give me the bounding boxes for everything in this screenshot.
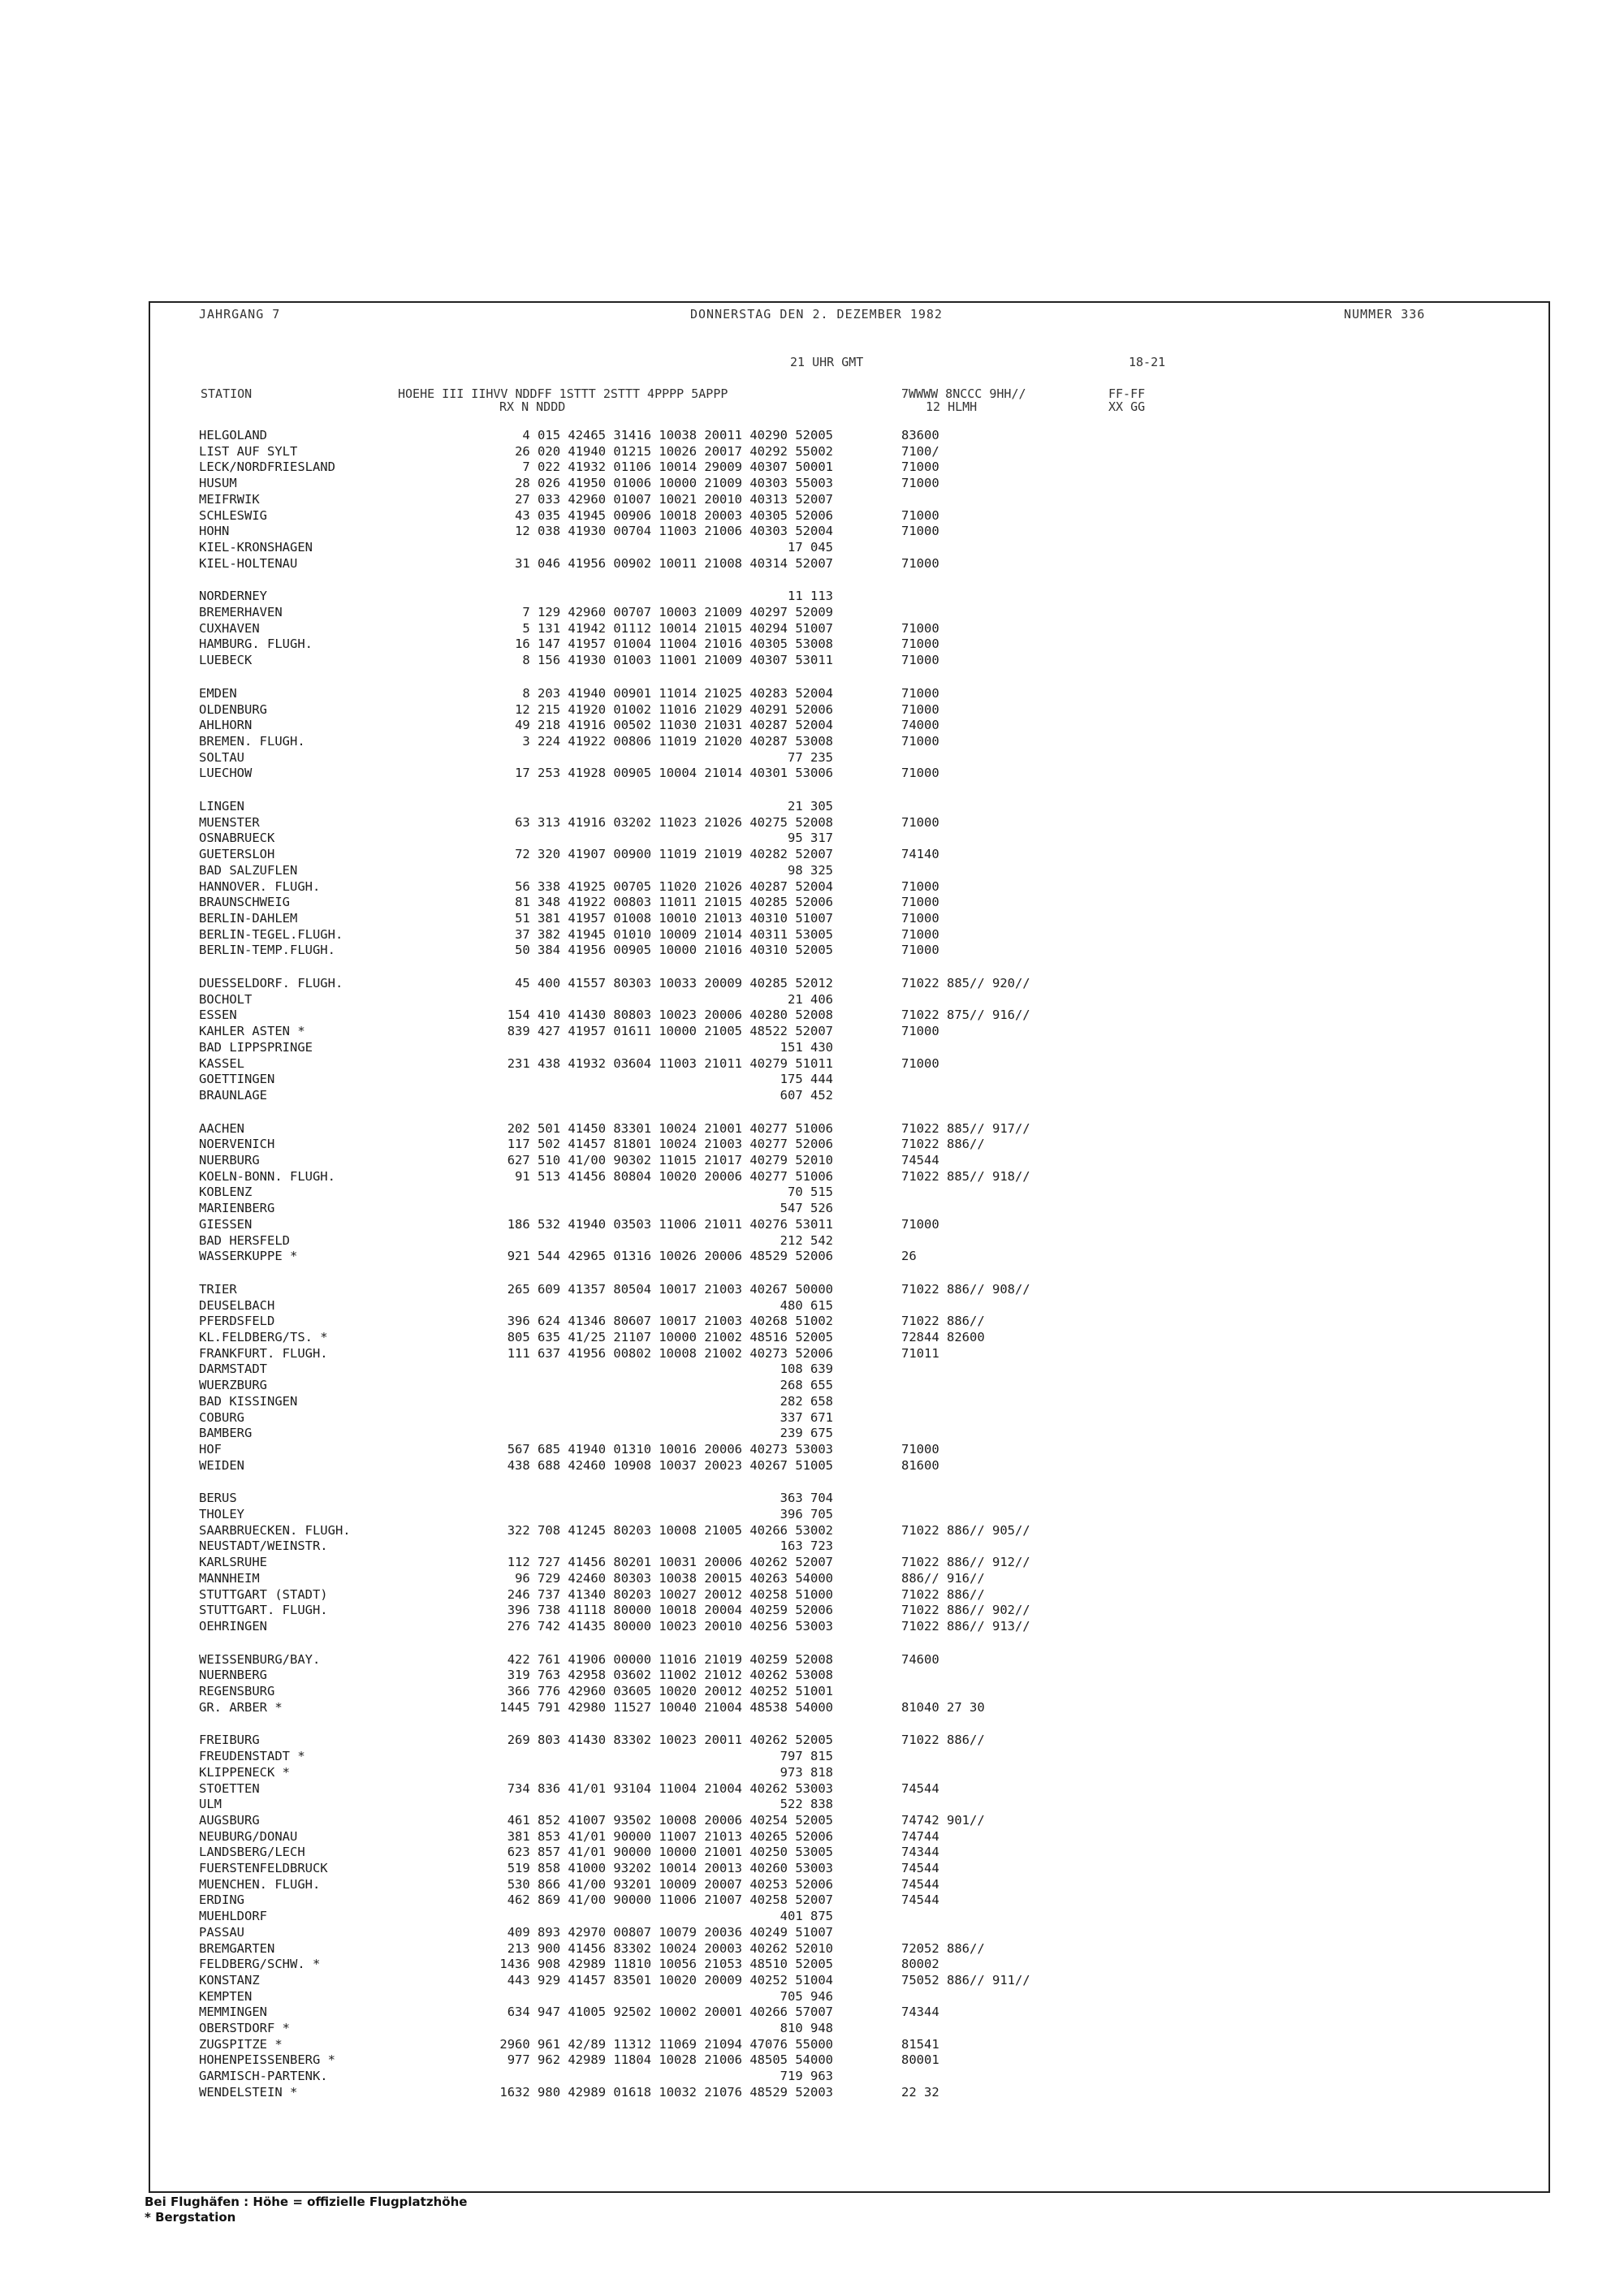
station-name: STOETTEN xyxy=(199,1780,260,1796)
station-name: KIEL-HOLTENAU xyxy=(199,555,298,571)
station-codes: 265 609 41357 80504 10017 21003 40267 50000 xyxy=(507,1281,833,1297)
station-codes: 363 704 xyxy=(780,1491,833,1506)
station-name: KLIPPENECK * xyxy=(199,1764,290,1780)
station-name: MUEHLDORF xyxy=(199,1909,267,1924)
station-name: NORDERNEY xyxy=(199,589,267,604)
station-extra: 71000 xyxy=(901,910,939,926)
station-name: THOLEY xyxy=(199,1507,244,1521)
station-codes: 186 532 41940 03503 11006 21011 40276 53011 xyxy=(507,1216,833,1232)
station-name: KOELN-BONN. FLUGH. xyxy=(199,1168,335,1184)
station-codes: 607 452 xyxy=(780,1087,833,1103)
station-name: KOBLENZ xyxy=(199,1185,253,1200)
station-extra: 71000 xyxy=(901,653,939,668)
station-name: DARMSTADT xyxy=(199,1362,267,1377)
station-codes: 98 325 xyxy=(788,862,833,878)
station-codes: 438 688 42460 10908 10037 20023 40267 51005 xyxy=(507,1457,833,1473)
station-name: ESSEN xyxy=(199,1008,237,1023)
station-name: WENDELSTEIN * xyxy=(199,2084,298,2100)
station-name: PASSAU xyxy=(199,1924,244,1940)
station-extra: 71022 886// xyxy=(901,1586,985,1602)
station-codes: 409 893 42970 00807 10079 20036 40249 51007 xyxy=(507,1924,833,1940)
station-name: SCHLESWIG xyxy=(199,507,267,523)
station-name: NUERNBERG xyxy=(199,1668,267,1683)
station-extra: 71000 xyxy=(901,766,939,781)
station-codes: 634 947 41005 92502 10002 20001 40266 57007 xyxy=(507,2005,833,2020)
station-codes: 805 635 41/25 21107 10000 21002 48516 52005 xyxy=(507,1330,833,1344)
station-extra: 74744 xyxy=(901,1828,939,1844)
station-extra: 71022 886// xyxy=(901,1314,985,1329)
station-extra: 80001 xyxy=(901,2052,939,2068)
station-codes: 51 381 41957 01008 10010 21013 40310 51007 xyxy=(515,910,833,926)
station-name: WEIDEN xyxy=(199,1457,244,1473)
station-codes: 175 444 xyxy=(780,1072,833,1087)
station-extra: 81600 xyxy=(901,1457,939,1473)
col-groups: 7WWWW 8NCCC 9HH// xyxy=(901,386,1026,401)
station-name: BAD SALZUFLEN xyxy=(199,862,298,878)
station-name: KONSTANZ xyxy=(199,1972,260,1987)
station-name: WUERZBURG xyxy=(199,1378,267,1393)
station-name: BAD HERSFELD xyxy=(199,1232,290,1248)
station-extra: 71022 886// 913// xyxy=(901,1618,1030,1634)
station-name: FREIBURG xyxy=(199,1733,260,1748)
station-name: ERDING xyxy=(199,1892,244,1908)
station-name: OBERSTDORF * xyxy=(199,2021,290,2035)
station-name: BREMERHAVEN xyxy=(199,605,283,619)
station-codes: 11 113 xyxy=(788,589,833,604)
station-name: BERUS xyxy=(199,1491,237,1506)
footnotes xyxy=(145,2195,467,2225)
station-codes: 117 502 41457 81801 10024 21003 40277 52006 xyxy=(507,1137,833,1152)
station-codes: 239 675 xyxy=(780,1426,833,1441)
col-groups-sub: 12 HLMH xyxy=(926,399,978,414)
station-name: OSNABRUECK xyxy=(199,831,275,846)
station-extra: 74544 xyxy=(901,1892,939,1908)
station-extra: 81541 xyxy=(901,2036,939,2052)
station-codes: 839 427 41957 01611 10000 21005 48522 52007 xyxy=(507,1024,833,1039)
station-name: COBURG xyxy=(199,1409,244,1425)
station-name: HOF xyxy=(199,1441,222,1457)
station-codes: 21 305 xyxy=(788,799,833,814)
station-name: HANNOVER. FLUGH. xyxy=(199,878,321,894)
station-codes: 547 526 xyxy=(780,1201,833,1216)
station-codes: 8 203 41940 00901 11014 21025 40283 52004 xyxy=(522,685,833,701)
station-extra: 71000 xyxy=(901,476,939,491)
station-extra: 71000 xyxy=(901,1441,939,1457)
station-extra: 71000 xyxy=(901,1055,939,1071)
station-name: ULM xyxy=(199,1797,222,1812)
station-name: TRIER xyxy=(199,1281,237,1297)
station-codes: 977 962 42989 11804 10028 21006 48505 54000 xyxy=(507,2052,833,2068)
station-codes: 81 348 41922 00803 11011 21015 40285 52006 xyxy=(515,895,833,910)
station-name: BOCHOLT xyxy=(199,991,253,1007)
station-name: BERLIN-TEMP.FLUGH. xyxy=(199,943,335,958)
station-codes: 112 727 41456 80201 10031 20006 40262 52007 xyxy=(507,1555,833,1570)
station-name: AACHEN xyxy=(199,1120,244,1136)
station-name: MEMMINGEN xyxy=(199,2005,267,2020)
station-name: FREUDENSTADT * xyxy=(199,1749,305,1764)
station-codes: 111 637 41956 00802 10008 21002 40273 52006 xyxy=(507,1345,833,1361)
station-extra: 71022 885// 920// xyxy=(901,976,1030,990)
station-name: NOERVENICH xyxy=(199,1137,275,1152)
station-codes: 26 020 41940 01215 10026 20017 40292 55002 xyxy=(515,443,833,459)
station-name: KIEL-KRONSHAGEN xyxy=(199,539,313,555)
station-codes: 96 729 42460 80303 10038 20015 40263 54000 xyxy=(515,1570,833,1586)
station-name: OEHRINGEN xyxy=(199,1618,267,1634)
station-name: NEUBURG/DONAU xyxy=(199,1828,298,1844)
station-extra: 7100/ xyxy=(901,443,939,459)
station-codes: 2960 961 42/89 11312 11069 21094 47076 55000 xyxy=(499,2036,833,2052)
station-name: NUERBURG xyxy=(199,1153,260,1167)
station-extra: 71022 886// xyxy=(901,1137,985,1152)
observation-table xyxy=(149,301,1550,2193)
period-label: 18-21 xyxy=(1129,355,1166,369)
station-extra: 81040 27 30 xyxy=(901,1699,985,1715)
station-name: KAHLER ASTEN * xyxy=(199,1024,305,1039)
station-codes: 522 838 xyxy=(780,1797,833,1812)
station-codes: 396 738 41118 80000 10018 20004 40259 52006 xyxy=(507,1603,833,1618)
station-codes: 443 929 41457 83501 10020 20009 40252 51004 xyxy=(507,1972,833,1987)
station-name: EMDEN xyxy=(199,685,237,701)
station-extra: 71000 xyxy=(901,926,939,942)
station-name: LUECHOW xyxy=(199,766,253,781)
station-codes: 276 742 41435 80000 10023 20010 40256 53003 xyxy=(507,1618,833,1634)
station-codes: 366 776 42960 03605 10020 20012 40252 51001 xyxy=(507,1684,833,1698)
station-codes: 422 761 41906 00000 11016 21019 40259 52008 xyxy=(507,1651,833,1667)
station-codes: 213 900 41456 83302 10024 20003 40262 52010 xyxy=(507,1940,833,1956)
station-name: WASSERKUPPE * xyxy=(199,1249,298,1264)
jahrgang-label: JAHRGANG 7 xyxy=(199,307,281,322)
station-name: DEUSELBACH xyxy=(199,1297,275,1313)
station-name: BAD KISSINGEN xyxy=(199,1393,298,1409)
station-codes: 530 866 41/00 93201 10009 20007 40253 52006 xyxy=(507,1876,833,1892)
station-extra: 71000 xyxy=(901,555,939,571)
station-extra: 71022 886// 905// xyxy=(901,1522,1030,1538)
station-extra: 83600 xyxy=(901,428,939,442)
station-extra: 71000 xyxy=(901,701,939,717)
station-codes: 17 045 xyxy=(788,539,833,555)
station-codes: 5 131 41942 01112 10014 21015 40294 51007 xyxy=(522,620,833,636)
station-codes: 7 022 41932 01106 10014 29009 40307 50001 xyxy=(522,460,833,475)
station-name: GR. ARBER * xyxy=(199,1699,283,1715)
station-extra: 71011 xyxy=(901,1345,939,1361)
station-name: HOHENPEISSENBERG * xyxy=(199,2052,335,2068)
station-codes: 810 948 xyxy=(780,2021,833,2035)
station-name: GUETERSLOH xyxy=(199,847,275,862)
station-codes: 43 035 41945 00906 10018 20003 40305 52006 xyxy=(515,507,833,523)
station-codes: 480 615 xyxy=(780,1297,833,1313)
station-name: LANDSBERG/LECH xyxy=(199,1845,305,1860)
station-extra: 74000 xyxy=(901,718,939,733)
station-codes: 27 033 42960 01007 10021 20010 40313 52007 xyxy=(515,491,833,507)
station-extra: 71000 xyxy=(901,733,939,749)
station-codes: 337 671 xyxy=(780,1409,833,1425)
station-name: SOLTAU xyxy=(199,749,244,765)
station-name: SAARBRUECKEN. FLUGH. xyxy=(199,1522,351,1538)
station-name: MANNHEIM xyxy=(199,1570,260,1586)
station-name: HUSUM xyxy=(199,476,237,491)
station-name: LUEBECK xyxy=(199,653,253,668)
station-codes: 1436 908 42989 11810 10056 21053 48510 52005 xyxy=(499,1957,833,1972)
station-extra: 71022 886// 902// xyxy=(901,1603,1030,1618)
station-codes: 1632 980 42989 01618 10032 21076 48529 52003 xyxy=(499,2084,833,2100)
station-extra: 22 32 xyxy=(901,2084,939,2100)
station-extra: 71022 886// 908// xyxy=(901,1281,1030,1297)
station-name: OLDENBURG xyxy=(199,701,267,717)
station-codes: 381 853 41/01 90000 11007 21013 40265 52006 xyxy=(507,1828,833,1844)
station-extra: 74344 xyxy=(901,1845,939,1860)
station-codes: 37 382 41945 01010 10009 21014 40311 53005 xyxy=(515,926,833,942)
station-codes: 212 542 xyxy=(780,1232,833,1248)
station-codes: 973 818 xyxy=(780,1764,833,1780)
station-extra: 71000 xyxy=(901,507,939,523)
col-codes-sub: RX N NDDD xyxy=(499,399,566,414)
station-codes: 705 946 xyxy=(780,1988,833,2004)
station-name: GOETTINGEN xyxy=(199,1072,275,1087)
station-name: MUENCHEN. FLUGH. xyxy=(199,1876,321,1892)
station-codes: 49 218 41916 00502 11030 21031 40287 52004 xyxy=(515,718,833,733)
station-extra: 71022 885// 918// xyxy=(901,1168,1030,1184)
date-label: DONNERSTAG DEN 2. DEZEMBER 1982 xyxy=(690,307,943,322)
issue-number: NUMMER 336 xyxy=(1344,307,1426,322)
station-codes: 77 235 xyxy=(788,749,833,765)
station-codes: 163 723 xyxy=(780,1539,833,1554)
station-codes: 401 875 xyxy=(780,1909,833,1924)
station-name: KASSEL xyxy=(199,1055,244,1071)
station-codes: 231 438 41932 03604 11003 21011 40279 51011 xyxy=(507,1055,833,1071)
station-name: HELGOLAND xyxy=(199,428,267,442)
station-codes: 21 406 xyxy=(788,991,833,1007)
station-extra: 71022 875// 916// xyxy=(901,1008,1030,1023)
station-codes: 45 400 41557 80303 10033 20009 40285 52012 xyxy=(515,976,833,990)
station-extra: 71000 xyxy=(901,1024,939,1039)
station-name: KARLSRUHE xyxy=(199,1555,267,1570)
station-codes: 282 658 xyxy=(780,1393,833,1409)
station-name: AHLHORN xyxy=(199,718,253,733)
station-codes: 269 803 41430 83302 10023 20011 40262 52005 xyxy=(507,1733,833,1748)
station-extra: 71000 xyxy=(901,460,939,475)
col-wind-sub: XX GG xyxy=(1108,399,1146,414)
station-name: BREMGARTEN xyxy=(199,1940,275,1956)
station-name: HAMBURG. FLUGH. xyxy=(199,637,313,652)
station-codes: 17 253 41928 00905 10004 21014 40301 53006 xyxy=(515,766,833,781)
station-codes: 4 015 42465 31416 10038 20011 40290 52005 xyxy=(522,428,833,442)
station-codes: 70 515 xyxy=(788,1185,833,1200)
station-extra: 71000 xyxy=(901,878,939,894)
col-codes: HOEHE III IIHVV NDDFF 1STTT 2STTT 4PPPP 5APPP xyxy=(398,386,728,401)
station-codes: 719 963 xyxy=(780,2069,833,2084)
station-name: STUTTGART. FLUGH. xyxy=(199,1603,328,1618)
footnote-airport-height: Bei Flughäfen : Höhe = offizielle Flugplatzhöhe xyxy=(145,2195,468,2209)
station-extra: 71000 xyxy=(901,814,939,830)
station-name: GARMISCH-PARTENK. xyxy=(199,2069,328,2084)
station-codes: 567 685 41940 01310 10016 20006 40273 53003 xyxy=(507,1441,833,1457)
station-name: AUGSBURG xyxy=(199,1812,260,1828)
station-codes: 63 313 41916 03202 11023 21026 40275 52008 xyxy=(515,814,833,830)
station-codes: 519 858 41000 93202 10014 20013 40260 53003 xyxy=(507,1861,833,1875)
footnote-mountain-station: * Bergstation xyxy=(145,2210,236,2225)
station-codes: 7 129 42960 00707 10003 21009 40297 52009 xyxy=(522,605,833,619)
station-codes: 56 338 41925 00705 11020 21026 40287 52004 xyxy=(515,878,833,894)
station-codes: 921 544 42965 01316 10026 20006 48529 52006 xyxy=(507,1249,833,1264)
station-name: ZUGSPITZE * xyxy=(199,2036,283,2052)
station-codes: 151 430 xyxy=(780,1039,833,1055)
col-wind: FF-FF xyxy=(1108,386,1146,401)
station-name: CUXHAVEN xyxy=(199,620,260,636)
station-extra: 886// 916// xyxy=(901,1570,985,1586)
station-name: FUERSTENFELDBRUCK xyxy=(199,1861,328,1875)
station-codes: 3 224 41922 00806 11019 21020 40287 53008 xyxy=(522,733,833,749)
station-codes: 12 215 41920 01002 11016 21029 40291 52006 xyxy=(515,701,833,717)
station-codes: 461 852 41007 93502 10008 20006 40254 52005 xyxy=(507,1812,833,1828)
station-name: NEUSTADT/WEINSTR. xyxy=(199,1539,328,1554)
station-codes: 91 513 41456 80804 10020 20006 40277 51006 xyxy=(515,1168,833,1184)
station-codes: 31 046 41956 00902 10011 21008 40314 52007 xyxy=(515,555,833,571)
station-name: FELDBERG/SCHW. * xyxy=(199,1957,321,1972)
station-codes: 627 510 41/00 90302 11015 21017 40279 52010 xyxy=(507,1153,833,1167)
station-name: LINGEN xyxy=(199,799,244,814)
station-extra: 75052 886// 911// xyxy=(901,1972,1030,1987)
station-extra: 71000 xyxy=(901,1216,939,1232)
station-extra: 74544 xyxy=(901,1861,939,1875)
station-codes: 734 836 41/01 93104 11004 21004 40262 53003 xyxy=(507,1780,833,1796)
station-codes: 28 026 41950 01006 10000 21009 40303 55003 xyxy=(515,476,833,491)
station-codes: 623 857 41/01 90000 10000 21001 40250 53005 xyxy=(507,1845,833,1860)
station-extra: 74600 xyxy=(901,1651,939,1667)
station-extra: 71022 886// xyxy=(901,1733,985,1748)
station-codes: 462 869 41/00 90000 11006 21007 40258 52007 xyxy=(507,1892,833,1908)
station-codes: 12 038 41930 00704 11003 21006 40303 52004 xyxy=(515,524,833,539)
station-name: FRANKFURT. FLUGH. xyxy=(199,1345,328,1361)
station-codes: 95 317 xyxy=(788,831,833,846)
station-extra: 71000 xyxy=(901,895,939,910)
station-extra: 71000 xyxy=(901,685,939,701)
station-extra: 71000 xyxy=(901,524,939,539)
station-extra: 26 xyxy=(901,1249,917,1264)
station-extra: 74544 xyxy=(901,1876,939,1892)
station-codes: 16 147 41957 01004 11004 21016 40305 53008 xyxy=(515,637,833,652)
station-name: STUTTGART (STADT) xyxy=(199,1586,328,1602)
station-name: BAMBERG xyxy=(199,1426,253,1441)
station-codes: 396 705 xyxy=(780,1507,833,1521)
station-extra: 71000 xyxy=(901,637,939,652)
station-name: KL.FELDBERG/TS. * xyxy=(199,1330,328,1344)
station-name: HOHN xyxy=(199,524,230,539)
station-codes: 322 708 41245 80203 10008 21005 40266 53002 xyxy=(507,1522,833,1538)
station-name: MARIENBERG xyxy=(199,1201,275,1216)
station-name: BREMEN. FLUGH. xyxy=(199,733,305,749)
station-extra: 74140 xyxy=(901,847,939,862)
station-name: PFERDSFELD xyxy=(199,1314,275,1329)
station-name: REGENSBURG xyxy=(199,1684,275,1698)
station-codes: 268 655 xyxy=(780,1378,833,1393)
station-name: BERLIN-DAHLEM xyxy=(199,910,298,926)
station-codes: 154 410 41430 80803 10023 20006 40280 52008 xyxy=(507,1008,833,1023)
station-extra: 74742 901// xyxy=(901,1812,985,1828)
station-extra: 80002 xyxy=(901,1957,939,1972)
station-name: LECK/NORDFRIESLAND xyxy=(199,460,335,475)
station-codes: 72 320 41907 00900 11019 21019 40282 52007 xyxy=(515,847,833,862)
station-extra: 74344 xyxy=(901,2005,939,2020)
obs-time: 21 UHR GMT xyxy=(790,355,864,369)
station-codes: 1445 791 42980 11527 10040 21004 48538 54000 xyxy=(499,1699,833,1715)
col-station: STATION xyxy=(201,386,253,401)
station-extra: 72844 82600 xyxy=(901,1330,985,1344)
station-name: WEISSENBURG/BAY. xyxy=(199,1651,321,1667)
station-name: BRAUNLAGE xyxy=(199,1087,267,1103)
station-extra: 74544 xyxy=(901,1153,939,1167)
station-name: LIST AUF SYLT xyxy=(199,443,298,459)
station-name: MUENSTER xyxy=(199,814,260,830)
station-extra: 71022 886// 912// xyxy=(901,1555,1030,1570)
station-codes: 396 624 41346 80607 10017 21003 40268 51002 xyxy=(507,1314,833,1329)
station-codes: 202 501 41450 83301 10024 21001 40277 51006 xyxy=(507,1120,833,1136)
station-extra: 72052 886// xyxy=(901,1940,985,1956)
station-name: BRAUNSCHWEIG xyxy=(199,895,290,910)
station-name: MEIFRWIK xyxy=(199,491,260,507)
station-extra: 71000 xyxy=(901,943,939,958)
station-codes: 797 815 xyxy=(780,1749,833,1764)
station-codes: 8 156 41930 01003 11001 21009 40307 53011 xyxy=(522,653,833,668)
station-codes: 50 384 41956 00905 10000 21016 40310 52005 xyxy=(515,943,833,958)
station-name: BERLIN-TEGEL.FLUGH. xyxy=(199,926,343,942)
station-codes: 319 763 42958 03602 11002 21012 40262 53008 xyxy=(507,1668,833,1683)
station-name: BAD LIPPSPRINGE xyxy=(199,1039,313,1055)
station-extra: 74544 xyxy=(901,1780,939,1796)
station-name: GIESSEN xyxy=(199,1216,253,1232)
station-codes: 108 639 xyxy=(780,1362,833,1377)
station-name: DUESSELDORF. FLUGH. xyxy=(199,976,343,990)
station-name: KEMPTEN xyxy=(199,1988,253,2004)
station-extra: 71022 885// 917// xyxy=(901,1120,1030,1136)
station-extra: 71000 xyxy=(901,620,939,636)
station-codes: 246 737 41340 80203 10027 20012 40258 51000 xyxy=(507,1586,833,1602)
